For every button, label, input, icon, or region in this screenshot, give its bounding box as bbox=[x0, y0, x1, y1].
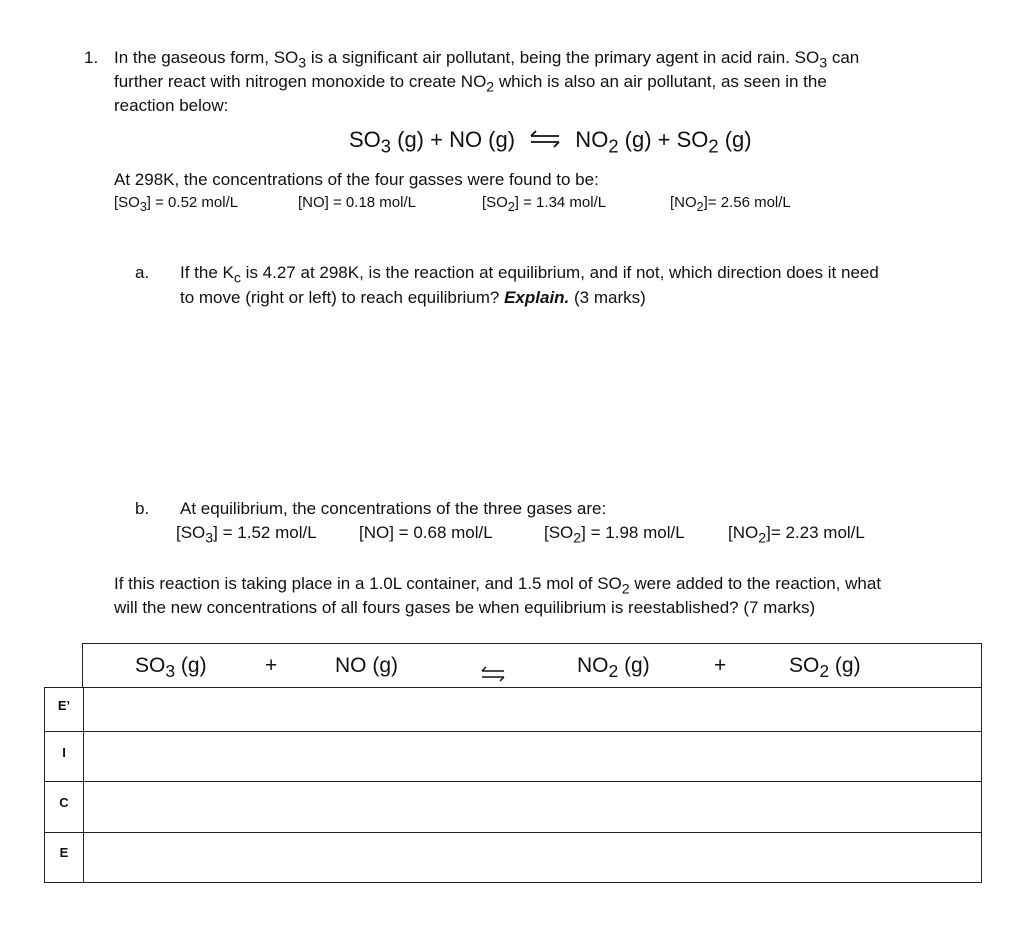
row-label: I bbox=[45, 732, 84, 781]
eq-conc-no: [NO] = 0.68 mol/L bbox=[359, 523, 493, 542]
part-a-label: a. bbox=[135, 263, 150, 282]
equilibrium-arrow-icon bbox=[527, 129, 563, 149]
row-label: C bbox=[45, 782, 84, 832]
part-a-line-1: If the $K_c$ is 4.27 at 298K, is the reaction at equilibrium, and if not, which direction does it need bbox=[180, 263, 879, 287]
concentration-intro: At 298K, the concentrations of the four gasses were found to be: bbox=[114, 170, 599, 189]
eq-conc-so2: $[SO_2] = 1.98$ mol/L bbox=[544, 523, 685, 547]
table-row-e-prime bbox=[44, 687, 982, 732]
row-label: E’ bbox=[45, 688, 84, 731]
header-no2: $NO_2$ (g) bbox=[577, 654, 650, 682]
eq-conc-so3: $[SO_3] = 1.52$ mol/L bbox=[176, 523, 317, 547]
question-number: 1. bbox=[84, 48, 99, 67]
header-so3: $SO_3$ (g) bbox=[135, 654, 207, 682]
eq-conc-no2: $[NO_2]= 2.23$ mol/L bbox=[728, 523, 865, 547]
conc-so2: $[SO_2] = 1.34$ mol/L bbox=[482, 194, 607, 214]
table-header-row bbox=[82, 643, 982, 688]
header-no: NO (g) bbox=[335, 654, 398, 677]
table-row-change bbox=[44, 781, 982, 833]
part-b-followup-2: will the new concentrations of all fours gases be when equilibrium is reestablished? (7 marks) bbox=[114, 598, 816, 617]
header-so2: $SO_2$ (g) bbox=[789, 654, 861, 682]
part-b-line-1: At equilibrium, the concentrations of the three gases are: bbox=[180, 499, 607, 518]
intro-line-3: reaction below: bbox=[114, 96, 229, 115]
conc-no2: $[NO_2]= 2.56$ mol/L bbox=[670, 194, 791, 214]
header-equilibrium-arrow-icon bbox=[480, 666, 506, 687]
intro-line-1: In the gaseous form, $SO_3$ is a significant air pollutant, being the primary agent in acid rain. $SO_3$ can bbox=[114, 48, 860, 72]
header-plus-2: + bbox=[714, 654, 727, 677]
header-plus-1: + bbox=[265, 654, 278, 677]
conc-no: [NO] = 0.18 mol/L bbox=[298, 194, 416, 211]
table-row-initial bbox=[44, 731, 982, 782]
reaction-equation: $SO_3$ (g) + NO (g) $NO_2$ $(g) + SO_2$ (g) bbox=[349, 127, 752, 157]
table-row-equilibrium bbox=[44, 832, 982, 883]
part-a-line-2: to move (right or left) to reach equilibrium? Explain. (3 marks) bbox=[180, 288, 646, 307]
intro-line-2: further react with nitrogen monoxide to create $NO_2$ which is also an air pollutant, as seen in the bbox=[114, 72, 827, 96]
part-b-label: b. bbox=[135, 499, 150, 518]
part-b-followup-1: If this reaction is taking place in a 1.0L container, and 1.5 mol of $SO_2$ were added to the reaction, what bbox=[114, 574, 882, 598]
conc-so3: $[SO_3] = 0.52$ mol/L bbox=[114, 194, 239, 214]
row-label: E bbox=[45, 833, 84, 882]
